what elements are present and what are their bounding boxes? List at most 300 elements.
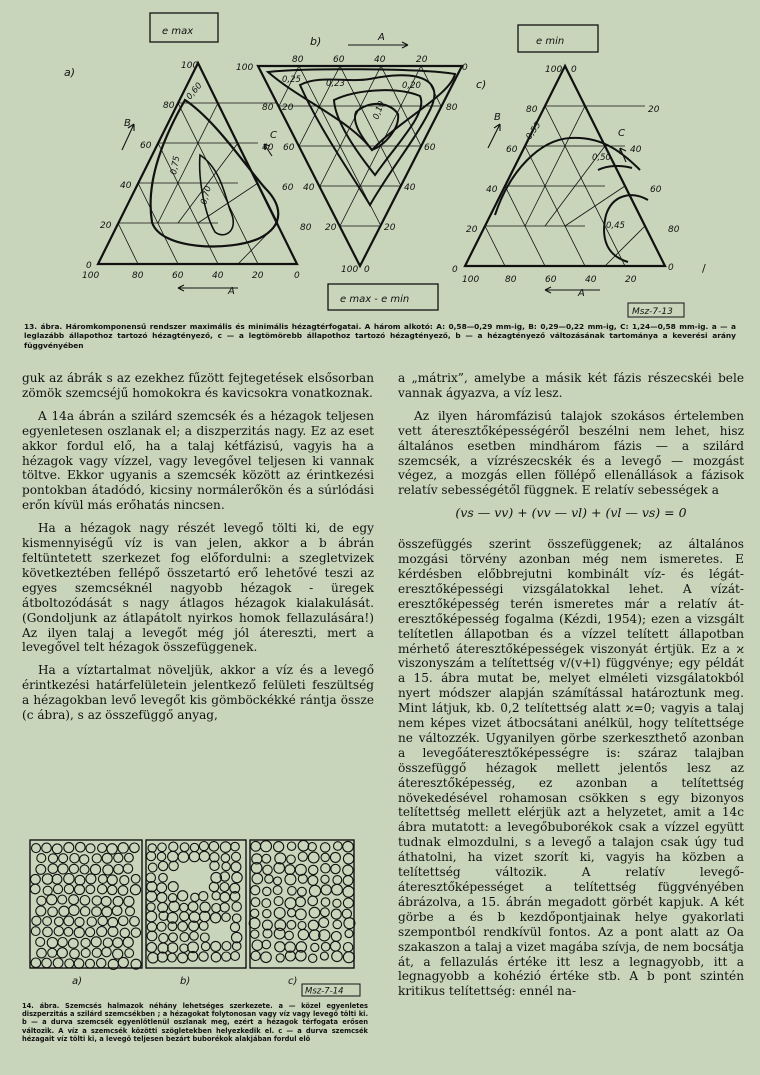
- panel-c-tick: 0: [571, 65, 577, 75]
- grain: [69, 895, 79, 905]
- figure-code: Msz-7-13: [632, 307, 673, 317]
- grain: [92, 907, 102, 917]
- panel-a-tick: 80: [132, 271, 144, 281]
- panel-b-tick: 0: [364, 265, 370, 275]
- grain: [118, 843, 128, 853]
- panel-label: a): [72, 976, 83, 987]
- grain: [232, 914, 241, 923]
- grain: [75, 875, 85, 885]
- grain: [265, 875, 273, 883]
- grain: [90, 864, 100, 874]
- left-column: [22, 371, 374, 731]
- grain: [288, 909, 296, 917]
- grain: [320, 952, 328, 960]
- grain: [86, 959, 95, 968]
- panel-c-tick: 0: [452, 265, 458, 275]
- panel-b-tick: 100: [341, 265, 359, 275]
- grain: [86, 885, 95, 894]
- panel-b-tick: 80: [446, 103, 458, 113]
- grain: [130, 885, 140, 895]
- grain: [158, 943, 168, 953]
- panel-b-tick: 100: [236, 63, 254, 73]
- panel-c-tick: 20: [648, 105, 660, 115]
- grain: [343, 943, 352, 952]
- grain: [344, 918, 355, 929]
- grain: [221, 854, 230, 863]
- panel-b-tick: 60: [333, 55, 345, 65]
- grain: [276, 954, 284, 962]
- grain: [157, 852, 166, 861]
- grain: [48, 948, 57, 957]
- grain: [147, 931, 157, 941]
- grain: [75, 885, 85, 895]
- grain: [102, 853, 112, 863]
- grain: [43, 886, 52, 895]
- grain: [48, 864, 58, 874]
- grain: [68, 938, 78, 948]
- panel-c-tick: 100: [462, 275, 480, 285]
- grain: [261, 841, 272, 852]
- grain: [321, 875, 329, 883]
- grain: [92, 948, 101, 957]
- grain: [298, 852, 307, 861]
- contour-label: 0,60: [184, 80, 205, 102]
- panel-a-tick: 40: [120, 181, 132, 191]
- grain: [53, 958, 63, 968]
- grain: [107, 844, 117, 854]
- panel-c-tick: 60: [650, 185, 662, 195]
- grain: [58, 895, 67, 904]
- grain: [191, 893, 199, 901]
- axis-letter-C: C: [618, 128, 625, 139]
- grain: [31, 874, 41, 884]
- grain: [188, 902, 198, 912]
- panel-a-tick: 0: [86, 261, 92, 271]
- grain: [252, 940, 262, 950]
- grain: [343, 854, 353, 864]
- grain: [98, 844, 107, 853]
- grain: [148, 844, 156, 852]
- grain: [118, 886, 128, 896]
- grain: [220, 903, 229, 912]
- grain: [146, 911, 157, 922]
- grain: [231, 952, 240, 961]
- grain: [343, 886, 354, 897]
- grain: [146, 891, 157, 902]
- grain: [295, 909, 306, 920]
- grain: [47, 938, 57, 948]
- grain: [251, 930, 259, 938]
- grain: [201, 942, 210, 951]
- grain: [261, 952, 272, 963]
- grain: [80, 865, 89, 874]
- grain: [275, 853, 286, 864]
- axis-letter-A: A: [228, 286, 235, 297]
- grain: [232, 932, 242, 942]
- grain: [342, 909, 351, 918]
- grain: [220, 892, 230, 902]
- panel-a-tick: 60: [140, 141, 152, 151]
- grain: [263, 887, 271, 895]
- grain: [124, 896, 134, 906]
- grain: [178, 922, 188, 932]
- grain: [48, 907, 58, 917]
- axis-letter-C: C: [270, 130, 277, 141]
- paragraph: guk az ábrák s az ezekhez fűzött fejtegetések elsősorban zömök szemcséjű homokokra és kavicsokra vonatkoznak.: [22, 371, 374, 400]
- grain: [333, 920, 342, 929]
- grain: [42, 958, 52, 968]
- grain: [231, 862, 241, 872]
- grain: [74, 927, 84, 937]
- grain: [190, 932, 199, 941]
- grain: [148, 863, 157, 872]
- panel-a-tick: 80: [163, 101, 175, 111]
- grain: [58, 864, 68, 874]
- grain: [298, 922, 306, 930]
- grain: [321, 843, 330, 852]
- emax-label: e max: [162, 26, 194, 37]
- grain: [157, 883, 167, 893]
- grain: [311, 943, 319, 951]
- grain: [98, 916, 107, 925]
- grain: [159, 933, 168, 942]
- grain: [36, 906, 46, 916]
- grain: [321, 908, 330, 917]
- grain: [97, 958, 106, 967]
- grain: [168, 851, 178, 861]
- panel-a-tick: 60: [282, 183, 294, 193]
- figure-code: Msz-7-14: [305, 986, 344, 997]
- grain: [147, 943, 157, 953]
- grain: [331, 909, 341, 919]
- grain: [120, 876, 129, 885]
- structure-panel-b: [146, 840, 246, 968]
- grain: [146, 873, 155, 882]
- panel-c-tick: 20: [625, 275, 637, 285]
- panel-c-tick: 40: [585, 275, 597, 285]
- grain: [331, 932, 341, 942]
- panel-c-tick: 40: [486, 185, 498, 195]
- grain: [55, 917, 64, 926]
- panel-b-tick: 20: [384, 223, 396, 233]
- contour-label: 0,55: [524, 120, 544, 142]
- emin-label: e min: [536, 36, 565, 47]
- grain: [308, 920, 318, 930]
- grain: [158, 861, 167, 870]
- grain: [274, 928, 285, 939]
- grain: [168, 943, 178, 953]
- grain: [331, 941, 341, 951]
- grain: [86, 844, 95, 853]
- grain: [125, 949, 134, 958]
- contour-label: 0,19: [371, 99, 388, 122]
- grain: [251, 898, 260, 907]
- panel-b-tick: 40: [374, 55, 386, 65]
- grain: [200, 933, 209, 942]
- grain: [64, 884, 73, 893]
- grain: [343, 876, 353, 886]
- grain: [319, 918, 329, 928]
- grain: [211, 952, 221, 962]
- panel-c-tick: 80: [526, 105, 538, 115]
- panel-c-tick: 80: [668, 225, 680, 235]
- grain: [333, 876, 342, 885]
- grain: [330, 852, 340, 862]
- grain: [108, 885, 117, 894]
- panel-c-tick: 100: [545, 65, 563, 75]
- contour-label: 0,50: [592, 153, 611, 163]
- grain: [332, 884, 343, 895]
- panel-c-tick: 0: [668, 263, 674, 273]
- panel-a-tick: 20: [100, 221, 112, 231]
- paragraph: összefüggés szerint összefüggenek; az általános mozgási törvény azonban még nem ismeretes. E kérdésben előbbrejutni kombinált víz- és légáteresztőképességi vizsgálatokkal lehet. A vízáteresztőképesség terén ismeretes már a relatív áteresztőképesség fogalma (Kézdi, 1954); ezen a vizsgált telítetlen állapotban és a vízzel telített állapotban mérhető áteresztőképességek viszonyát értjük. Ez a ϰ viszonyszám a telítettség v/(v+l) függvénye; egy példát a 15. ábra mutat be, melyet elméleti vizsgálatokból nyert módszer alapján számítással határoztunk meg. Mint látjuk, kb. 0,2 telítettség alatt ϰ=0; vagyis a talaj nem képes vizet átbocsátani anélkül, hogy telítettsége ne változzék. Ugyanilyen görbe szerkeszthető azonban a levegőáteresztőképességre is: száraz talajban összefüggő hézagok mellett jelentős lesz az áteresztőképesség, ez azonban a telítettség növekedésével rohamosan csökken s egy bizonyos telítettség mellett elérjük azt a helyzetet, amit a 14c ábra mutatott: a levegőbuborékok csak a vízzel együtt tudnak elmozdulni, s a levegő a talajon csak úgy tud áthatolni, ha vizet szorít ki, vagyis ha közben a telítettség változik. A relatív levegő-áteresztőképességet a telítettség függvényében ábrázolva, a 15. ábrán megadott görbét kapjuk. A két görbe a és b kezdőpontjainak helye gyakorlati szempontból rendkívül fontos. Az a pont alatt az Oa szakaszon a talaj a vizet magába szívja, de nem bocsátja át, a fellazulás értéke itt lesz a legnagyobb, itt a legnagyobb a kohézió értéke stb. A b pont szintén kritikus telítettség: ennél na-: [398, 537, 744, 999]
- equation: (vs — vv) + (vv — vl) + (vl — vs) = 0: [455, 505, 687, 521]
- grain: [69, 905, 79, 915]
- grain: [81, 948, 90, 957]
- grain: [190, 843, 198, 851]
- grain: [262, 854, 271, 863]
- grain: [92, 896, 101, 905]
- grain: [251, 951, 260, 960]
- grain: [70, 949, 80, 959]
- panel-a-tick: 20: [282, 103, 294, 113]
- panel-b-tick: 40: [404, 183, 416, 193]
- grain: [231, 842, 240, 851]
- grain: [108, 917, 118, 927]
- grain: [211, 913, 221, 923]
- grain: [230, 923, 239, 932]
- grain: [102, 907, 112, 917]
- grain: [249, 918, 260, 929]
- grain: [180, 933, 189, 942]
- grain: [211, 941, 221, 951]
- panel-a-tick: 40: [212, 271, 224, 281]
- grain: [199, 842, 208, 851]
- grain: [250, 909, 258, 917]
- grain: [222, 913, 231, 922]
- grain: [180, 944, 188, 952]
- grain: [285, 874, 296, 885]
- grain: [262, 940, 271, 949]
- grain: [52, 874, 62, 884]
- grain: [147, 852, 156, 861]
- panel-b-label: b): [310, 35, 322, 48]
- grain: [157, 922, 166, 931]
- figure-13-caption: 13. ábra. Háromkomponensű rendszer maximális és minimális hézagtérfogatai. A három alkotó: A: 0,58—0,29 mm-ig, B: 0,29—0,22 mm-ig, C: 1,24—0,58 mm-ig. a — a leglazább állapothoz tartozó hézagtényező, c — a legtömörebb állapothoz tartozó hézagtényező, b — a hézagtényező változásának tartománya a keverési arány függvényében: [24, 322, 736, 350]
- grain: [70, 854, 79, 863]
- grain: [168, 953, 177, 962]
- panel-b-tick: 80: [262, 103, 274, 113]
- grain: [169, 933, 178, 942]
- axis-letter-B: B: [124, 118, 131, 129]
- grain: [343, 898, 353, 908]
- figure-14: [22, 838, 382, 998]
- grain: [321, 864, 330, 873]
- grain: [169, 861, 178, 870]
- axis-letter-A: A: [578, 288, 585, 299]
- contour-label: 0,23: [326, 79, 345, 89]
- grain: [298, 840, 309, 851]
- grain: [123, 937, 133, 947]
- grain: [147, 903, 155, 911]
- grain: [48, 854, 57, 863]
- grain: [43, 927, 53, 937]
- panel-c-tick: 60: [506, 145, 518, 155]
- grain: [147, 922, 156, 931]
- ternary-panel-c: [452, 65, 706, 299]
- grain: [285, 931, 294, 940]
- grain: [199, 952, 208, 961]
- panel-a-tick: 20: [252, 271, 264, 281]
- grain: [209, 882, 218, 891]
- grain: [80, 896, 90, 906]
- right-column: [398, 371, 744, 1007]
- grain: [345, 930, 353, 938]
- grain: [118, 957, 128, 967]
- panel-b-tick: 80: [292, 55, 304, 65]
- grain: [53, 885, 62, 894]
- grain: [157, 893, 167, 903]
- grain: [57, 948, 67, 958]
- contour-label: 0,45: [606, 221, 625, 231]
- grain: [30, 884, 40, 894]
- grain: [308, 843, 316, 851]
- grain: [321, 853, 329, 861]
- grain: [75, 917, 84, 926]
- grain: [148, 953, 158, 963]
- figure-14-caption: 14. ábra. Szemcsés halmazok néhány lehetséges szerkezete. a — közel egyenletes diszperzitás a szilárd szemcsékben ; a hézagokat folytonosan vagy víz vagy levegő tölti ki. b — a durva szemcsék egyenlőtlenül oszlanak meg, ezért a hézagok térfogata erősen változik. A víz a szemcsék közötti szögletekben helyezkedik el. c — a durva szemcsék hézagait víz tölti ki, a levegő teljesen bezárt buborékok alakjában fordul elő: [22, 1002, 368, 1043]
- grain: [125, 853, 134, 862]
- grain: [86, 874, 96, 884]
- grain: [285, 898, 296, 909]
- panel-a-tick: 80: [300, 223, 312, 233]
- grain: [295, 864, 306, 875]
- panel-c-tick: 60: [545, 275, 557, 285]
- grain: [273, 886, 282, 895]
- grain: [232, 872, 242, 882]
- grain: [232, 852, 241, 861]
- grain: [64, 874, 74, 884]
- panel-b-tick: 60: [283, 143, 295, 153]
- grain: [220, 842, 231, 853]
- grain: [98, 875, 107, 884]
- grain: [98, 885, 107, 894]
- grain: [298, 929, 308, 939]
- grain: [107, 875, 117, 885]
- grain: [123, 864, 132, 873]
- grain: [308, 896, 318, 906]
- grain: [130, 843, 140, 853]
- grain: [212, 892, 220, 900]
- grain: [37, 948, 47, 958]
- grain: [32, 844, 41, 853]
- grain: [334, 842, 343, 851]
- grain: [274, 842, 284, 852]
- grain: [331, 864, 340, 873]
- panel-a-tick: 60: [172, 271, 184, 281]
- grain: [332, 951, 343, 962]
- grain: [126, 907, 135, 916]
- grain: [180, 843, 189, 852]
- grain: [178, 852, 189, 863]
- grain: [131, 928, 140, 937]
- grain: [274, 908, 285, 919]
- grain: [102, 947, 111, 956]
- grain: [65, 959, 74, 968]
- panel-label: b): [180, 976, 191, 987]
- panel-a-tick: 40: [262, 143, 274, 153]
- grain: [222, 942, 231, 951]
- panel-a-tick: 100: [181, 61, 199, 71]
- grain: [296, 897, 306, 907]
- panel-b-tick: 60: [424, 143, 436, 153]
- grain: [86, 928, 95, 937]
- grain: [288, 887, 297, 896]
- arrow-letter-A: A: [378, 32, 385, 43]
- grain: [103, 865, 113, 875]
- grain: [321, 885, 331, 895]
- panel-b-tick: 20: [325, 223, 337, 233]
- grain: [114, 853, 123, 862]
- grain: [64, 916, 74, 926]
- grain: [36, 865, 46, 875]
- grain: [131, 874, 140, 883]
- grain: [103, 938, 112, 947]
- panel-b-tick: 20: [416, 55, 428, 65]
- grain: [118, 916, 128, 926]
- grain: [199, 892, 208, 901]
- paragraph: Ha a víztartalmat növeljük, akkor a víz és a levegő érintkezési határfelületein jelentkező felületi feszültség a hézagokban levő levegőt kis gömböckékké rántja össze (c ábra), s az összefüggő anyag,: [22, 663, 374, 723]
- figure-13: [0, 0, 760, 320]
- grain: [97, 927, 107, 937]
- grain: [47, 895, 57, 905]
- grain: [333, 899, 341, 907]
- panel-c-tick: 20: [466, 225, 478, 235]
- grain: [232, 902, 241, 911]
- grain: [169, 842, 178, 851]
- grain: [262, 899, 271, 908]
- grain: [287, 920, 296, 929]
- grain: [168, 882, 178, 892]
- grain: [147, 882, 157, 892]
- grain: [31, 927, 40, 936]
- panel-a-tick: 0: [294, 271, 300, 281]
- grain: [251, 841, 261, 851]
- panel-a-tick: 100: [82, 271, 100, 281]
- grain: [178, 953, 188, 963]
- panel-a-label: a): [64, 66, 76, 79]
- grain: [91, 937, 101, 947]
- grain: [274, 877, 282, 885]
- grain: [309, 885, 320, 896]
- grain: [309, 954, 317, 962]
- grain: [81, 938, 90, 947]
- grain: [274, 897, 283, 906]
- grain: [31, 958, 41, 968]
- paragraph: Az ilyen háromfázisú talajok szokásos értelemben vett áteresztőképességéről beszélni nem lehet, hisz általános esetben mindhárom fázis — a szilárd szemcsék, a vízrészecskék és a levegő — mozgást végez, a mozgás ellen föllépő ellenállások a fázisok relatív sebességétől függnek. E relatív sebességek a: [398, 408, 744, 498]
- grain: [212, 904, 221, 913]
- grain: [58, 938, 67, 947]
- grain: [309, 865, 318, 874]
- grain: [36, 937, 45, 946]
- grain: [222, 862, 230, 870]
- grain: [251, 886, 260, 895]
- grain: [178, 891, 188, 901]
- paragraph: Ha a hézagok nagy részét levegő tölti ki, de egy kismennyiségű víz is van jelen, akkor a b ábrán feltüntetett szerkezet fog előfordulni: a szegletvizek következtében fellépő összetartó erő lehetővé teszi az egyes szemcséknél nagyobb hézagok - üregek átboltozódását s nagy átlagos hézagok kialakulását. (Gondoljunk az átlapátolt nyirkos homok fellazulására!) Az ilyen talaj a levegőt még jól átereszti, mert a levegővel telt hézagok összefüggenek.: [22, 521, 374, 655]
- panel-c-tick: 40: [630, 145, 642, 155]
- grain: [74, 959, 84, 969]
- grain: [285, 865, 295, 875]
